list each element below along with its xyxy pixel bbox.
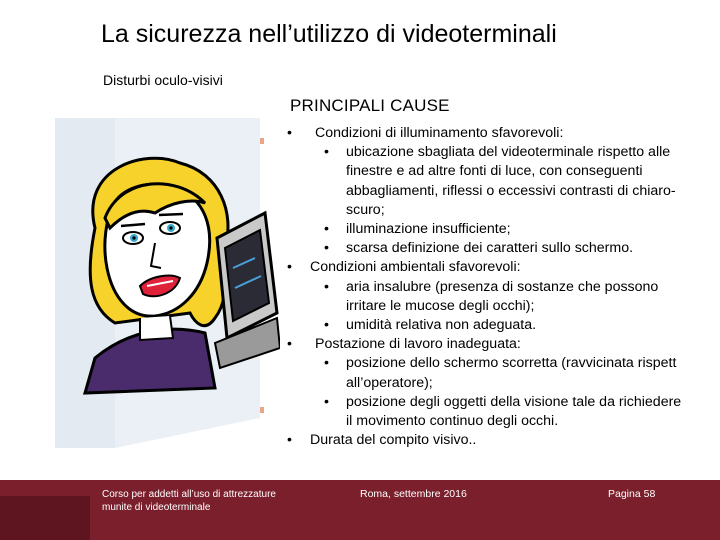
cause-text: Postazione di lavoro inadeguata: [315, 336, 521, 353]
sub-cause-item [280, 220, 720, 239]
bullet-icon: • [287, 336, 292, 353]
sub-cause-item [280, 278, 720, 297]
footer-bar [0, 480, 720, 540]
sub-cause-text: posizione degli oggetti della visione tale da richiedere [346, 393, 682, 410]
sub-cause-item [280, 239, 720, 258]
sub-bullet-icon: • [324, 240, 329, 257]
sub-cause-text: illuminazione insufficiente; [346, 221, 511, 238]
sub-cause-item [280, 201, 720, 220]
sub-cause-item [280, 316, 720, 335]
sub-cause-text: abbagliamenti, riflessi o eccessivi contrasti di chiaro- [346, 182, 676, 199]
bullet-icon: • [287, 259, 292, 276]
cause-text: Condizioni di illuminamento sfavorevoli: [315, 125, 564, 141]
cause-text: Condizioni ambientali sfavorevoli: [310, 259, 521, 276]
sub-cause-item [280, 393, 720, 412]
footer-accent-block [0, 496, 90, 540]
sub-cause-text: all’operatore); [346, 374, 433, 391]
sub-cause-item [280, 412, 720, 431]
woman-computer-illustration [55, 118, 280, 448]
footer-date: Roma, settembre 2016 [360, 488, 467, 500]
sub-bullet-icon: • [324, 144, 329, 161]
cause-item [280, 124, 720, 143]
section-heading: PRINCIPALI CAUSE [290, 96, 450, 115]
cause-item [280, 258, 720, 277]
sub-bullet-icon: • [324, 355, 329, 372]
sub-cause-item [280, 297, 720, 316]
footer-course-line2: munite di videoterminale [102, 502, 211, 513]
footer-course [102, 488, 312, 514]
sub-bullet-icon: • [324, 393, 329, 410]
sub-cause-item [280, 374, 720, 393]
sub-bullet-icon: • [324, 221, 329, 238]
cause-item [280, 335, 720, 354]
sub-cause-text: scuro; [346, 201, 385, 218]
sub-cause-text: scarsa definizione dei caratteri sullo schermo. [346, 240, 634, 257]
sub-cause-text: posizione dello schermo scorretta (ravvicinata rispett [346, 355, 677, 372]
sub-bullet-icon: • [324, 278, 329, 295]
cause-item [280, 431, 720, 450]
sub-cause-text: irritare le mucose degli occhi); [346, 297, 535, 314]
sub-cause-item [280, 354, 720, 373]
sub-cause-item [280, 162, 720, 181]
sub-bullet-icon: • [324, 317, 329, 334]
sub-cause-text: ubicazione sbagliata del videoterminale rispetto alle [346, 144, 671, 161]
sub-cause-text: il movimento continuo degli occhi. [346, 413, 559, 430]
slide-title: La sicurezza nell’utilizzo di videoterminali [101, 20, 557, 48]
cause-text: Durata del compito visivo.. [310, 432, 477, 449]
sub-cause-text: finestre e ad altre fonti di luce, con conseguenti [346, 163, 643, 180]
bullet-icon: • [287, 432, 292, 449]
sub-cause-item [280, 182, 720, 201]
bullet-icon: • [287, 125, 292, 141]
footer-page-number: Pagina 58 [608, 488, 656, 500]
footer-course-line1: Corso per addetti all’uso di attrezzature [102, 489, 276, 500]
sub-cause-text: umidità relativa non adeguata. [346, 317, 537, 334]
slide-subtitle: Disturbi oculo-visivi [103, 72, 223, 88]
sub-cause-item [280, 143, 720, 162]
causes-list [280, 124, 720, 450]
sub-cause-text: aria insalubre (presenza di sostanze che possono [346, 278, 659, 295]
